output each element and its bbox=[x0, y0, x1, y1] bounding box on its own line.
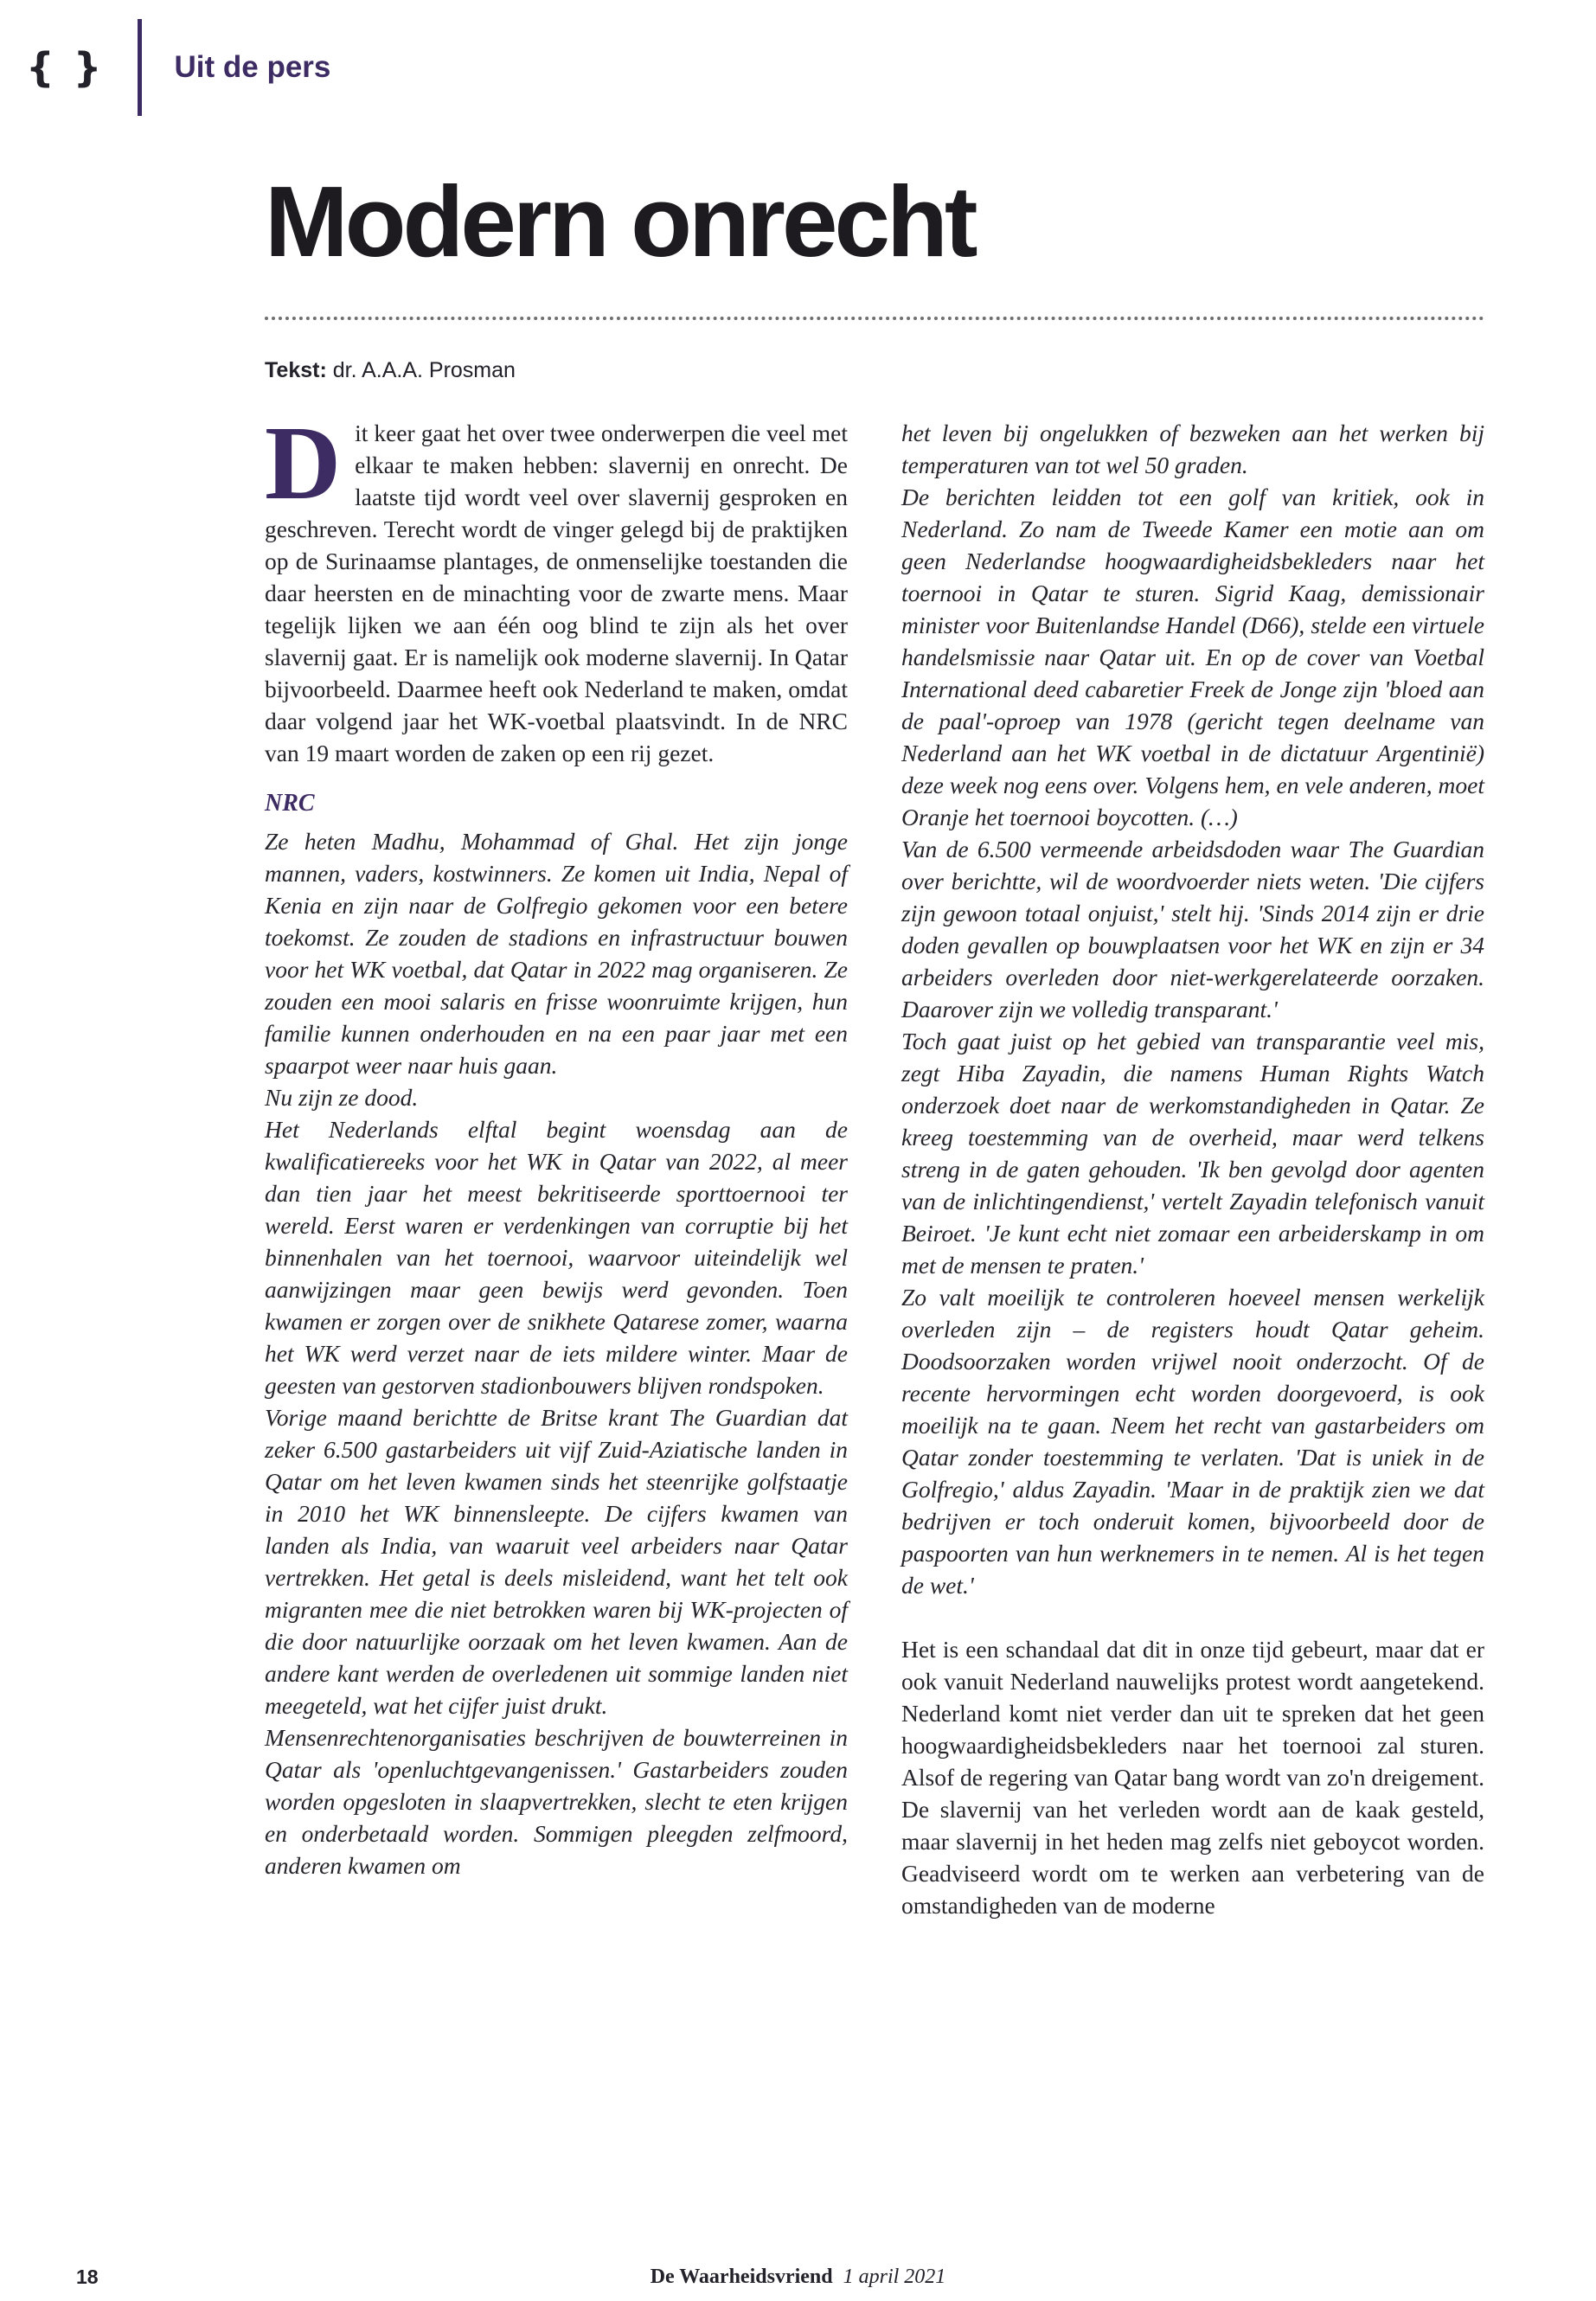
byline-author: dr. A.A.A. Prosman bbox=[332, 358, 516, 382]
footer-page-number: 18 bbox=[76, 2266, 99, 2288]
subhead-nrc: NRC bbox=[265, 790, 315, 817]
page-footer bbox=[0, 2266, 1596, 2289]
quote-paragraph: Mensenrechtenorganisaties beschrijven de bouwterreinen in Qatar als 'openluchtgevangenissen.' Gastarbeiders zouden worden opgesloten in slaapvertrekken, slecht te eten krijgen en onderbetaald worden. Sommigen pleegden zelfmoord, anderen kwamen om bbox=[265, 1724, 848, 1879]
intro-paragraph bbox=[265, 405, 848, 769]
section-divider-rule bbox=[138, 19, 142, 116]
quote-paragraph: Ze heten Madhu, Mohammad of Ghal. Het zijn jonge mannen, vaders, kostwinners. Ze komen uit India, Nepal of Kenia en zijn naar de Golfregio gekomen voor een betere toekomst. Ze zouden de stadions en infrastructuur bouwen voor het WK voetbal, dat Qatar in 2022 mag organiseren. Ze zouden een mooi salaris en frisse woonruimte krijgen, hun familie kunnen onderhouden en na een paar jaar met een spaarpot weer naar huis gaan. bbox=[265, 828, 848, 1079]
quote-paragraph: De berichten leidden tot een golf van kritiek, ook in Nederland. Zo nam de Tweede Kamer een motie aan om geen Nederlandse hoogwaardigheidsbekleders naar het toernooi in Qatar te sturen. Sigrid Kaag, demissionair minister voor Buitenlandse Handel (D66), stelde een virtuele handelsmissie naar Qatar uit. En op de cover van Voetbal International deed cabaretier Freek de Jonge zijn 'bloed aan de paal'-oproep van 1978 (gericht tegen deelname van Nederland aan het WK voetbal in de dictatuur Argentinië) deze week nog eens over. Volgens hem, en vele anderen, moet Oranje het toernooi boycotten. (…) bbox=[901, 484, 1484, 830]
quote-paragraph: Vorige maand berichtte de Britse krant The Guardian dat zeker 6.500 gastarbeiders uit vijf Zuid-Aziatische landen in Qatar om het leven kwamen sinds het steenrijke golfstaatje in 2010 het WK binnensleepte. De cijfers kwamen van landen als India, van waaruit veel arbeiders naar Qatar vertrekken. Het getal is deels misleidend, want het telt ook migranten mee die niet betrokken waren bij WK-projecten of die door natuurlijke oorzaak om het leven kwamen. Aan de andere kant werden de overledenen uit sommige landen niet meegeteld, wat het cijfer juist drukt. bbox=[265, 1404, 848, 1719]
braces-logo-icon: { } bbox=[26, 44, 105, 91]
masthead bbox=[26, 19, 330, 116]
footer-publication: De Waarheidsvriend bbox=[650, 2266, 833, 2288]
article-columns bbox=[265, 405, 1484, 1921]
quote-paragraph: het leven bij ongelukken of bezweken aan het werken bij temperaturen van tot wel 50 graden. bbox=[901, 420, 1484, 478]
quote-paragraph: Nu zijn ze dood. bbox=[265, 1084, 419, 1111]
dotted-divider bbox=[265, 317, 1484, 320]
footer-center bbox=[0, 2266, 1596, 2289]
footer-date: 1 april 2021 bbox=[843, 2266, 946, 2288]
quote-paragraph: Toch gaat juist op het gebied van transparantie veel mis, zegt Hiba Zayadin, die namens Human Rights Watch onderzoek doet naar de werkomstandigheden in Qatar. Ze kreeg toestemming van de overheid, maar werd telkens streng in de gaten gehouden. 'Ik ben gevolgd door agenten van de inlichtingendienst,' vertelt Zayadin telefonisch vanuit Beiroet. 'Je kunt echt niet zomaar een arbeiderskamp in om met de mensen te praten.' bbox=[901, 1028, 1484, 1279]
quote-paragraph: Het Nederlands elftal begint woensdag aan de kwalificatiereeks voor het WK in Qatar van 2022, al meer dan tien jaar het meest bekritiseerde sporttoernooi ter wereld. Eerst waren er verdenkingen van corruptie bij het binnenhalen van het toernooi, waarvoor uiteindelijk wel aanwijzingen maar geen bewijs werd gevonden. Toen kwamen er zorgen over de snikhete Qatarese zomer, waarna het WK werd verzet naar de iets mildere winter. Maar de geesten van gestorven stadionbouwers blijven rondspoken. bbox=[265, 1116, 848, 1399]
byline-label: Tekst: bbox=[265, 358, 327, 382]
column-left bbox=[265, 405, 848, 1921]
quote-paragraph: Van de 6.500 vermeende arbeidsdoden waar The Guardian over berichtte, wil de woordvoerder niets weten. 'Die cijfers zijn gewoon totaal onjuist,' stelt hij. 'Sinds 2014 zijn er drie doden gevallen op bouwplaatsen voor het WK en zijn er 34 arbeiders overleden door niet-werkgerelateerde oorzaken. Daarover zijn we volledig transparant.' bbox=[901, 836, 1484, 1022]
quote-paragraph: Zo valt moeilijk te controleren hoeveel mensen werkelijk overleden zijn – de registers houdt Qatar geheim. Doodsoorzaken worden vrijwel nooit onderzocht. Of de recente hervormingen echt worden doorgevoerd, is ook moeilijk na te gaan. Neem het recht van gastarbeiders om Qatar zonder toestemming te verlaten. 'Dat is uniek in de Golfregio,' aldus Zayadin. 'Maar in de praktijk zien we dat bedrijven er toch onderuit komen, bijvoorbeeld door de paspoorten van hun werknemers in te nemen. Al is het tegen de wet.' bbox=[901, 1284, 1484, 1599]
byline bbox=[265, 358, 516, 383]
dropcap: D bbox=[265, 405, 342, 522]
closing-paragraph: Het is een schandaal dat dit in onze tijd gebeurt, maar dat er ook vanuit Nederland nauwelijks protest wordt aangetekend. Nederland komt niet verder dan uit te spreken dat het geen hoogwaardigheidsbekleders naar het toernooi zal sturen. Alsof de regering van Qatar bang wordt van zo'n dreigement. De slavernij van het verleden wordt aan de kaak gesteld, maar slavernij in het heden mag zelfs niet geboycot worden. Geadviseerd wordt om te werken aan verbetering van de omstandigheden van de moderne bbox=[901, 1636, 1484, 1919]
section-label: Uit de pers bbox=[174, 50, 331, 84]
article-title: Modern onrecht bbox=[265, 165, 975, 278]
column-right bbox=[901, 417, 1484, 1921]
intro-text: it keer gaat het over twee onderwerpen die veel met elkaar te maken hebben: slavernij en onrecht. De laatste tijd wordt veel over slavernij gesproken en geschreven. Terecht wordt de vinger gelegd bij de praktijken op de Surinaamse plantages, de onmenselijke toestanden die daar heersten en de minachting voor de zwarte mens. Maar tegelijk lijken we aan één oog blind te zijn als het over slavernij gaat. Er is namelijk ook moderne slavernij. In Qatar bijvoorbeeld. Daarmee heeft ook Nederland te maken, omdat daar volgend jaar het WK-voetbal plaatsvindt. In de NRC van 19 maart worden de zaken op een rij gezet. bbox=[265, 420, 848, 766]
